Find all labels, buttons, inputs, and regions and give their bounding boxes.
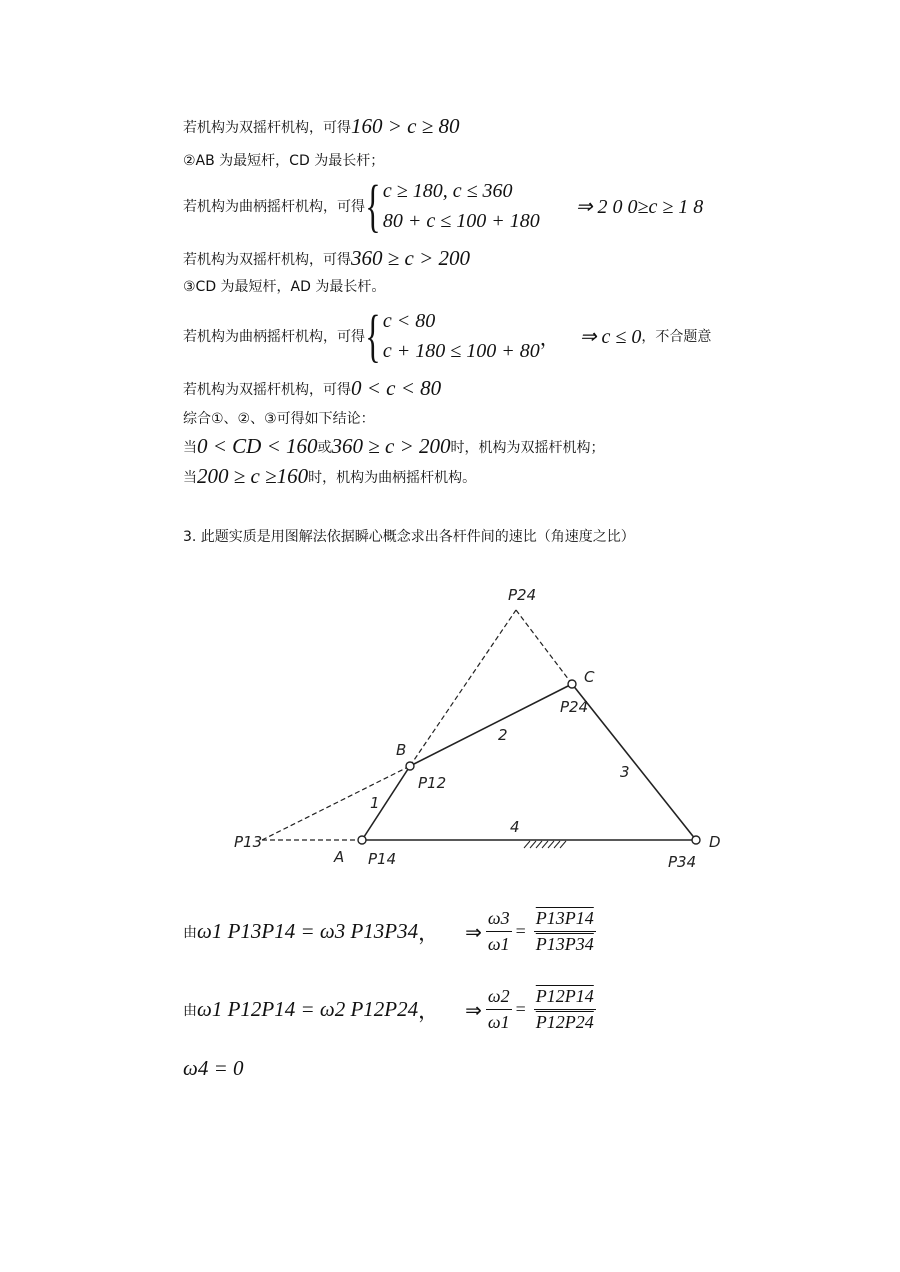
line-4-text: 若机构为双摇杆机构，可得 bbox=[183, 251, 351, 268]
line-6-text: 若机构为曲柄摇杆机构，可得 bbox=[183, 329, 365, 345]
line-6-brace: { bbox=[365, 303, 381, 368]
line-4-math: 360 ≥ c > 200 bbox=[351, 246, 471, 270]
line-2-text: ②AB 为最短杆，CD 为最长杆； bbox=[183, 153, 385, 169]
label-link-3: 3 bbox=[620, 763, 630, 781]
eq1-den-w: ω1 bbox=[487, 934, 510, 954]
line-6-system bbox=[383, 306, 540, 366]
label-p24-top: P24 bbox=[508, 586, 537, 604]
line-3 bbox=[183, 173, 704, 238]
line-9-mid: 或 bbox=[317, 439, 332, 456]
label-link-1: 1 bbox=[370, 794, 380, 812]
label-b: B bbox=[396, 741, 407, 759]
eq1-pre: 由 bbox=[183, 924, 197, 941]
line-1 bbox=[183, 114, 460, 139]
label-p13: P13 bbox=[234, 833, 263, 851]
line-2 bbox=[183, 150, 384, 170]
equation-2 bbox=[183, 986, 596, 1033]
eq1-lhs: ω1 P13P14 = ω3 P13P34 bbox=[197, 919, 419, 943]
line-10-pre: 当 bbox=[183, 469, 197, 486]
joint-c bbox=[568, 680, 576, 688]
link-cd bbox=[572, 684, 696, 840]
eq1-equals: = bbox=[515, 921, 526, 941]
eq3-text: ω4 = 0 bbox=[183, 1056, 244, 1080]
line-6-sys2: c + 180 ≤ 100 + 80 bbox=[382, 340, 540, 362]
line-7-math: 0 < c < 80 bbox=[351, 376, 442, 400]
dash-p13-b bbox=[262, 766, 410, 840]
eq2-pre: 由 bbox=[183, 1002, 197, 1019]
label-p12: P12 bbox=[418, 774, 447, 792]
eq2-lhs: ω1 P12P14 = ω2 P12P24 bbox=[197, 997, 419, 1021]
label-c: C bbox=[584, 668, 595, 686]
line-4 bbox=[183, 246, 470, 271]
line-3-text: 若机构为曲柄摇杆机构，可得 bbox=[183, 199, 365, 215]
line-8 bbox=[183, 408, 375, 428]
ground-hatch bbox=[524, 841, 566, 848]
line-6-result: ⇒ c ≤ 0 bbox=[579, 325, 642, 348]
link-bc bbox=[410, 684, 572, 766]
equation-1 bbox=[183, 908, 596, 955]
eq1-frac-w bbox=[486, 908, 512, 955]
section-3-text: 3. 此题实质是用图解法依据瞬心概念求出各杆件间的速比（角速度之比） bbox=[183, 529, 635, 545]
label-d: D bbox=[709, 833, 721, 851]
line-6-sys1: c < 80 bbox=[382, 310, 436, 332]
equation-3 bbox=[183, 1056, 244, 1081]
joint-d bbox=[692, 836, 700, 844]
line-10-m1: 200 ≥ c ≥160 bbox=[197, 464, 309, 488]
line-3-sys2: 80 + c ≤ 100 + 180 bbox=[382, 210, 540, 232]
eq2-den-p: P12P24 bbox=[535, 1012, 594, 1032]
line-5-text: ③CD 为最短杆，AD 为最长杆。 bbox=[183, 279, 386, 295]
eq1-num-p: P13P14 bbox=[534, 908, 596, 932]
eq1-arrow: ⇒ bbox=[465, 919, 482, 944]
label-p34: P34 bbox=[668, 853, 697, 871]
eq2-equals: = bbox=[515, 999, 526, 1019]
line-7 bbox=[183, 376, 441, 401]
eq2-frac-w bbox=[486, 986, 512, 1033]
label-link-4: 4 bbox=[510, 818, 520, 836]
line-3-brace: { bbox=[365, 173, 381, 238]
eq2-num-w: ω2 bbox=[486, 986, 512, 1010]
line-7-text: 若机构为双摇杆机构，可得 bbox=[183, 381, 351, 398]
line-3-sys1: c ≥ 180, c ≤ 360 bbox=[382, 180, 513, 202]
line-3-result: ⇒ 2 0 0≥c ≥ 1 8 bbox=[575, 195, 704, 218]
line-9-pre: 当 bbox=[183, 439, 197, 456]
eq2-den-w: ω1 bbox=[487, 1012, 510, 1032]
eq1-num-w: ω3 bbox=[486, 908, 512, 932]
line-10-post: 时，机构为曲柄摇杆机构。 bbox=[308, 469, 477, 486]
line-1-text: 若机构为双摇杆机构，可得 bbox=[183, 119, 351, 136]
eq2-arrow: ⇒ bbox=[465, 997, 482, 1022]
eq2-num-p: P12P14 bbox=[534, 986, 596, 1010]
line-6-tail: ，不合题意 bbox=[641, 329, 712, 345]
line-6 bbox=[183, 303, 712, 368]
line-9-post: 时，机构为双摇杆机构； bbox=[450, 439, 605, 456]
line-5 bbox=[183, 276, 385, 296]
joint-b bbox=[406, 762, 414, 770]
line-9-m2: 360 ≥ c > 200 bbox=[331, 434, 451, 458]
eq2-comma: ， bbox=[418, 998, 440, 1023]
line-9-m1: 0 < CD < 160 bbox=[197, 434, 318, 458]
label-link-2: 2 bbox=[498, 726, 508, 744]
mechanism-figure bbox=[0, 560, 900, 900]
label-a: A bbox=[334, 848, 345, 866]
section-3-heading bbox=[183, 526, 635, 546]
line-3-system bbox=[383, 176, 540, 236]
joint-a bbox=[358, 836, 366, 844]
eq1-frac-p bbox=[534, 908, 596, 955]
dash-p24-c bbox=[516, 610, 572, 684]
line-9 bbox=[183, 434, 605, 459]
line-6-comma: ， bbox=[539, 327, 560, 350]
eq2-frac-p bbox=[534, 986, 596, 1033]
eq1-comma: ， bbox=[418, 920, 440, 945]
line-8-text: 综合①、②、③可得如下结论： bbox=[183, 411, 375, 427]
line-1-math: 160 > c ≥ 80 bbox=[351, 114, 460, 138]
label-p24-c: P24 bbox=[560, 698, 589, 716]
eq1-den-p: P13P34 bbox=[535, 934, 594, 954]
line-10 bbox=[183, 464, 476, 489]
label-p14: P14 bbox=[368, 850, 397, 868]
